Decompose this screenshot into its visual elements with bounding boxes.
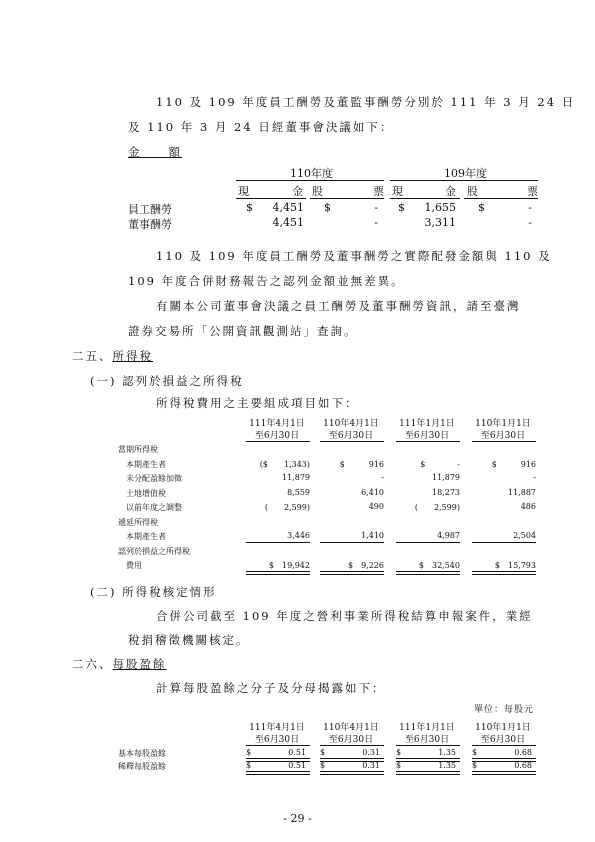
eps-cell: 0.31 (362, 748, 380, 757)
col-header: 至6月30日 (404, 735, 450, 745)
col-header: 至6月30日 (404, 431, 450, 441)
col-110-header: 110年度 (290, 167, 333, 180)
sub-header: 金 (445, 185, 456, 198)
tax-cell: 490 (368, 502, 384, 511)
cell-value: - (374, 201, 378, 214)
comp-para2-line2: 109 年度合併財務報告之認列金額並無差異。 (128, 274, 405, 288)
sub-header: 票 (527, 185, 538, 198)
comp-para3-line1: 有關本公司董事會決議之員工酬勞及董事酬勞資訊，請至臺灣 (156, 299, 521, 313)
eps-cell: 0.31 (362, 761, 380, 770)
eps-cell: 0.51 (288, 761, 306, 770)
cell-value: - (528, 201, 532, 214)
tax-cell: $ 19,942 (268, 561, 310, 570)
eps-row-label: 基本每股盈餘 (118, 749, 166, 758)
tax-cell: $ - (420, 459, 460, 469)
tax-row-label: 以前年度之調整 (118, 503, 182, 512)
tax-cell: - (533, 473, 536, 482)
tax-cell: 8,559 (287, 487, 310, 497)
tax-row-label: 本期產生者 (118, 532, 166, 541)
currency-symbol: $ (246, 761, 252, 770)
section-title: 每股盈餘 (112, 657, 167, 671)
row-label: 董事酬勞 (128, 218, 172, 231)
tax-row-label: 費用 (118, 561, 142, 570)
currency-symbol: $ (478, 201, 485, 214)
tax-cell: 11,879 (282, 473, 310, 482)
currency-symbol: $ (398, 201, 405, 214)
tax-cell: 11,887 (508, 487, 536, 497)
currency-symbol: $ (472, 748, 478, 757)
cell-value: 3,311 (424, 216, 456, 229)
section-number: 二六、 (72, 657, 113, 671)
tax-cell: 11,879 (432, 473, 460, 482)
currency-symbol: $ (320, 748, 326, 757)
currency-symbol: $ (396, 761, 402, 770)
page-number: - 29 - (283, 812, 312, 825)
comp-para1-line2: 及 110 年 3 月 24 日經董事會決議如下： (128, 120, 394, 134)
tax-cell: 18,273 (432, 487, 460, 497)
sub-header: 票 (373, 185, 384, 198)
col-header: 110年4月1日 (323, 419, 379, 429)
currency-symbol: $ (324, 201, 331, 214)
col-header: 至6月30日 (480, 431, 526, 441)
section-25-heading (72, 348, 153, 364)
col-header: 111年1月1日 (399, 419, 455, 429)
eps-cell: 1.35 (438, 748, 456, 757)
unit-label: 單位：每股元 (474, 705, 535, 715)
tax-cell: 486 (520, 502, 536, 511)
section-number: 二五、 (72, 349, 113, 363)
tax-cell: 3,446 (287, 531, 310, 540)
subsection-2-line2: 稅捐稽徵機關核定。 (128, 633, 250, 647)
tax-cell: $ 9,226 (348, 561, 384, 570)
tax-row-label: 當期所得稅 (118, 445, 158, 454)
tax-cell: ( 2,599) (264, 503, 310, 512)
comp-para1-line1: 110 及 109 年度員工酬勞及董監事酬勞分別於 111 年 3 月 24 日 (156, 95, 576, 109)
col-header: 至6月30日 (254, 735, 300, 745)
row-label: 員工酬勞 (128, 203, 172, 216)
comp-para3-line2: 證券交易所「公開資訊觀測站」查詢。 (128, 324, 358, 338)
col-header: 110年1月1日 (475, 419, 531, 429)
subsection-2-line1: 合併公司截至 109 年度之營利事業所得稅結算申報案件，業經 (156, 609, 533, 623)
tax-cell: $ 32,540 (418, 561, 460, 570)
currency-symbol: $ (472, 761, 478, 770)
tax-cell: 1,410 (361, 531, 384, 540)
subsection-2-title: (二) 所得稅核定情形 (90, 585, 217, 599)
tax-cell: 6,410 (361, 487, 384, 497)
sub-header: 股 (467, 185, 478, 198)
eps-cell: 0.68 (514, 761, 532, 770)
tax-cell: - (381, 473, 384, 482)
eps-intro: 計算每股盈餘之分子及分母揭露如下： (156, 681, 386, 695)
subsection-1-title: (一) 認列於損益之所得稅 (90, 374, 244, 388)
col-header: 至6月30日 (328, 431, 374, 441)
col-109-header: 109年度 (444, 167, 487, 180)
sub-header: 現 (238, 185, 249, 198)
tax-cell: ( 2,599) (414, 503, 460, 512)
tax-row-label: 認列於損益之所得稅 (118, 546, 190, 556)
col-header: 至6月30日 (254, 431, 300, 441)
cell-value: 4,451 (272, 201, 304, 214)
col-header: 至6月30日 (480, 735, 526, 745)
eps-row-label: 稀釋每股盈餘 (118, 762, 166, 771)
col-header: 至6月30日 (328, 735, 374, 745)
col-header: 110年1月1日 (475, 723, 531, 733)
section-26-heading (72, 656, 167, 672)
col-header: 111年4月1日 (249, 723, 305, 733)
amount-label: 金 額 (128, 145, 182, 159)
comp-para2-line1: 110 及 109 年度員工酬勞及董事酬勞之實際配發金額與 110 及 (156, 249, 552, 263)
tax-row-label: 未分配盈餘加徵 (118, 474, 182, 483)
tax-row-label: 遞延所得稅 (118, 517, 158, 527)
tax-cell: 2,504 (513, 531, 536, 540)
eps-cell: 0.68 (514, 748, 532, 757)
tax-cell: 4,987 (437, 531, 460, 540)
currency-symbol: $ (246, 748, 252, 757)
sub-header: 股 (312, 185, 323, 198)
currency-symbol: $ (320, 761, 326, 770)
currency-symbol: $ (246, 201, 253, 214)
sub-header: 金 (292, 185, 303, 198)
col-header: 110年4月1日 (323, 723, 379, 733)
eps-cell: 0.51 (288, 748, 306, 757)
tax-row-label: 土地增值稅 (118, 488, 166, 498)
tax-intro: 所得稅費用之主要組成項目如下： (156, 396, 359, 410)
cell-value: - (528, 216, 532, 229)
col-header: 111年1月1日 (399, 723, 455, 733)
tax-row-label: 本期產生者 (118, 459, 166, 469)
tax-cell: $ 916 (491, 459, 536, 469)
eps-cell: 1.35 (438, 761, 456, 770)
col-header: 111年4月1日 (249, 419, 305, 429)
tax-cell: $ 15,793 (494, 561, 536, 570)
tax-cell: ($ 1,343) (259, 459, 310, 469)
sub-header: 現 (392, 185, 403, 198)
cell-value: 4,451 (272, 216, 304, 229)
cell-value: - (374, 216, 378, 229)
section-title: 所得稅 (112, 349, 153, 363)
currency-symbol: $ (396, 748, 402, 757)
tax-cell: $ 916 (339, 459, 384, 469)
cell-value: 1,655 (424, 201, 456, 214)
